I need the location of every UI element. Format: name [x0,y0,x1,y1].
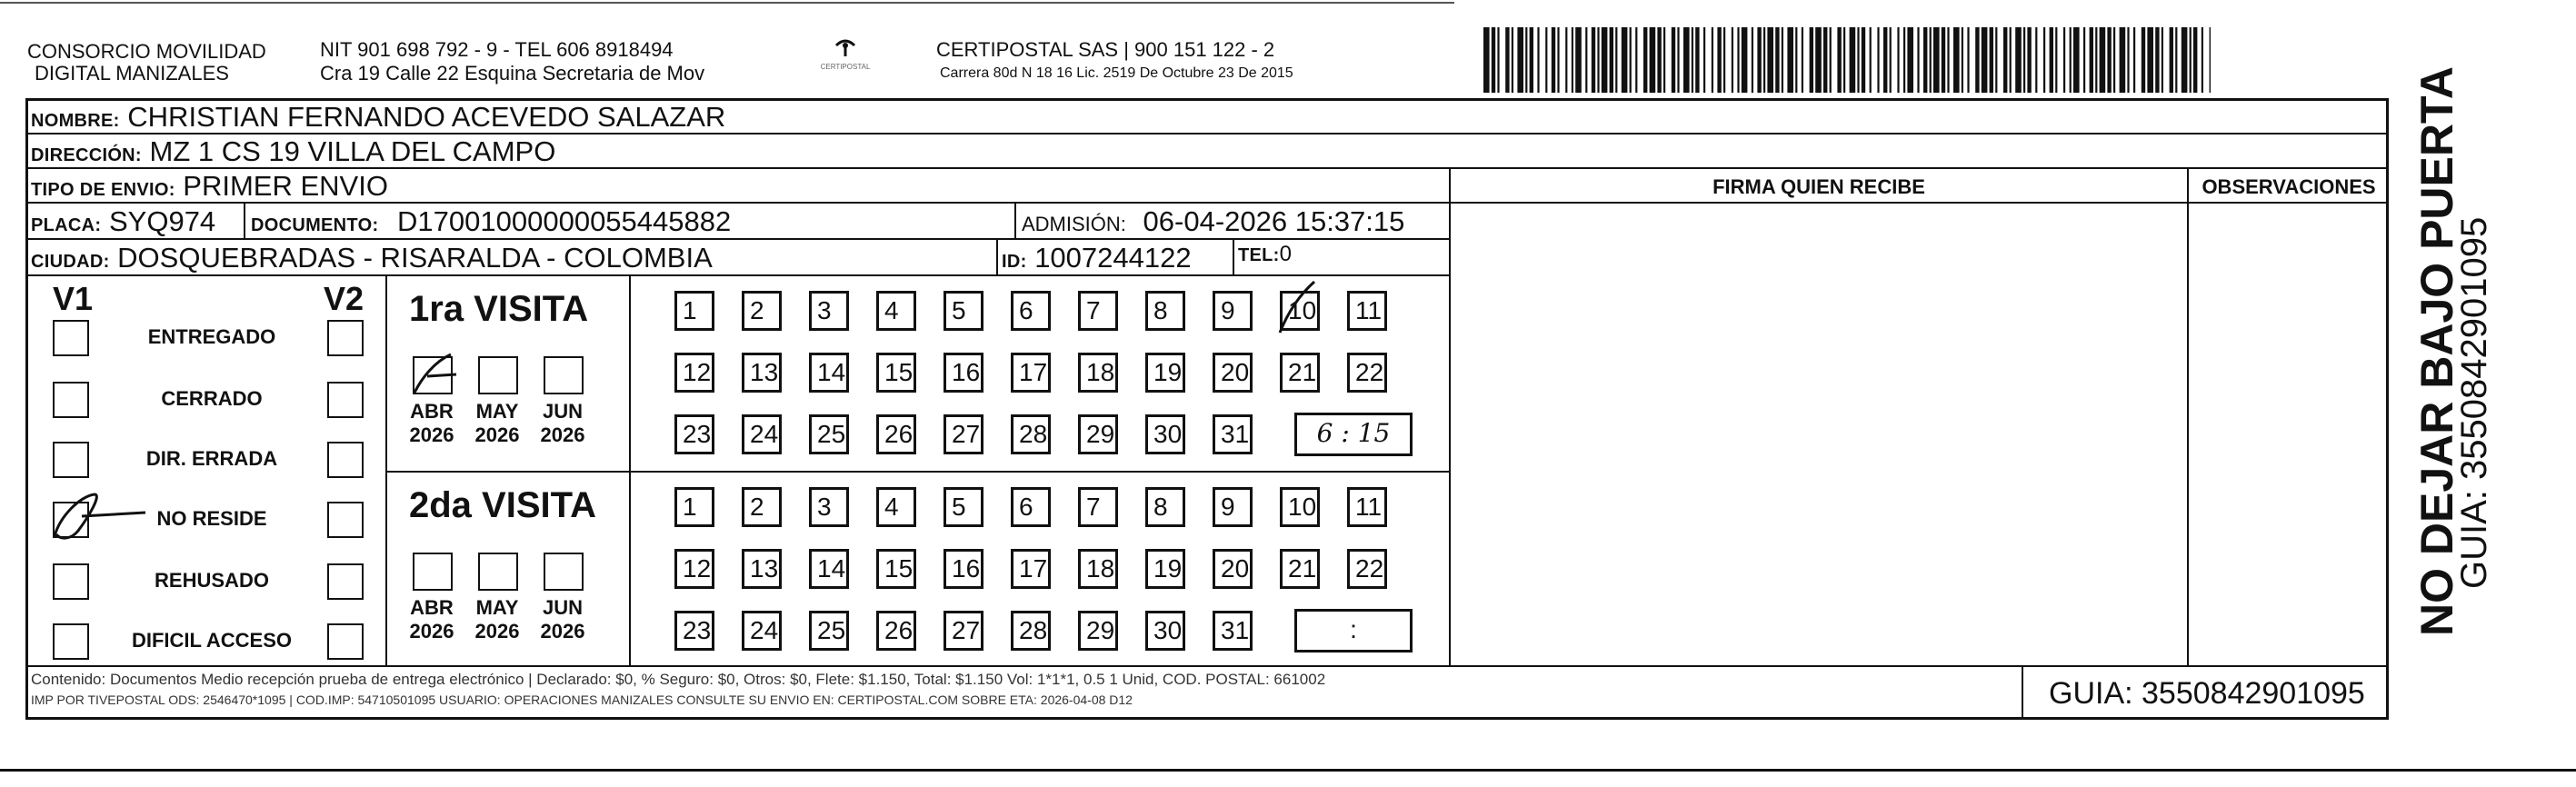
day-box[interactable]: 19 [1145,353,1185,393]
observaciones-label: OBSERVACIONES [2202,175,2376,198]
barcode-bar [1782,27,1783,93]
month-checkbox[interactable] [544,356,584,394]
barcode-bar [1767,27,1773,93]
ciudad-label: CIUDAD: [31,252,110,272]
month-name: ABR [410,400,454,423]
day-box[interactable]: 18 [1078,353,1118,393]
barcode-bar [1565,27,1567,93]
panel-divider [2187,167,2189,665]
day-box[interactable]: 9 [1213,487,1253,527]
visit-title: 2da VISITA [409,485,596,525]
day-box[interactable]: 18 [1078,549,1118,589]
month-year: 2026 [409,423,454,446]
direccion-label: DIRECCIÓN: [31,145,142,165]
nit-line: NIT 901 698 792 - 9 - TEL 606 8918494 [320,38,674,61]
barcode-bar [1692,27,1693,93]
day-box[interactable]: 22 [1347,353,1387,393]
barcode-bar [1775,27,1779,93]
barcode-bar [1982,27,1988,93]
barcode-bar [2027,27,2031,93]
month-label [402,400,462,447]
nombre-label: NOMBRE: [31,111,120,131]
col-divider [629,274,631,665]
barcode-bar [1483,27,1490,93]
barcode [1483,27,2211,93]
day-box[interactable]: 26 [876,611,916,651]
barcode-bar [2055,27,2057,93]
day-box[interactable]: 14 [809,549,849,589]
barcode-bar [1575,27,1582,93]
barcode-bar [2010,27,2012,93]
month-name: MAY [475,596,519,619]
v1-checkbox[interactable] [53,563,89,600]
day-box[interactable]: 4 [876,487,916,527]
month-label [402,596,462,643]
day-box[interactable]: 1 [674,291,714,331]
barcode-bar [1622,27,1628,93]
side-guia: GUIA: 3550842901095 [2454,216,2494,589]
admision-label: ADMISIÓN: [1022,213,1126,235]
barcode-bar [2070,27,2072,93]
v2-checkbox[interactable] [327,502,364,538]
barcode-bar [2043,27,2045,93]
certipostal-logo [814,38,877,78]
courier-line1: CERTIPOSTAL SAS | 900 151 122 - 2 [936,38,1275,61]
barcode-bar [1663,27,1665,93]
v1-checkbox[interactable] [53,320,89,356]
tipo-envio-row [31,170,388,203]
documento-cell [251,205,731,238]
barcode-bar [1857,27,1859,93]
barcode-bar [2003,27,2007,93]
barcode-bar [1843,27,1845,93]
barcode-bar [1712,27,1713,93]
barcode-bar [2073,27,2080,93]
month-label [467,596,527,643]
month-label [467,400,527,447]
barcode-bar [2015,27,2022,93]
barcode-bar [1530,27,1533,93]
barcode-bar [2190,27,2192,93]
barcode-bar [1597,27,1599,93]
day-box[interactable]: 6 [1011,291,1051,331]
tel-cell [1238,242,1292,267]
barcode-bar [1723,27,1725,93]
barcode-bar [2202,27,2203,93]
barcode-bar [1837,27,1841,93]
barcode-bar [1757,27,1761,93]
barcode-bar [2023,27,2025,93]
bottom-rule [0,769,2576,772]
month-label [533,596,593,643]
day-box[interactable]: 7 [1078,291,1118,331]
day-box[interactable]: 12 [674,549,714,589]
day-box[interactable]: 29 [1078,611,1118,651]
month-checkbox[interactable] [413,553,453,591]
barcode-bar [1683,27,1690,93]
barcode-bar [1995,27,1997,93]
barcode-bar [1672,27,1675,93]
month-name: ABR [410,596,454,619]
tel-value: 0 [1279,242,1292,266]
nombre-value: CHRISTIAN FERNANDO ACEVEDO SALAZAR [127,101,726,133]
barcode-bar [1962,27,1963,93]
barcode-bar [1810,27,1813,93]
v1-label: V1 [53,280,94,317]
barcode-bar [1953,27,1960,93]
day-box[interactable]: 17 [1011,353,1051,393]
barcode-bar [2120,27,2126,93]
barcode-bar [1505,27,1509,93]
month-name: JUN [542,400,583,423]
observaciones-area[interactable] [2191,205,2385,663]
status-option-label: ENTREGADO [147,325,276,348]
barcode-bar [1815,27,1822,93]
placa-cell [31,205,215,238]
nombre-row [31,101,725,134]
v2-checkbox[interactable] [327,382,364,418]
tel-label: TEL: [1238,245,1280,265]
barcode-bar [1802,27,1803,93]
barcode-bar [1592,27,1595,93]
day-box[interactable]: 16 [944,353,983,393]
barcode-bar [1557,27,1559,93]
admision-value: 06-04-2026 15:37:15 [1143,205,1405,237]
day-box[interactable]: 5 [944,291,983,331]
barcode-bar [1512,27,1513,93]
v2-checkbox[interactable] [327,563,364,600]
status-option-label: DIR. ERRADA [145,447,278,470]
barcode-bar [2162,27,2163,93]
month-name: JUN [542,596,583,619]
top-edge-line [0,2,1454,4]
barcode-bar [1703,27,1705,93]
day-box[interactable]: 3 [809,291,849,331]
row-divider [27,274,1449,276]
day-box[interactable]: 11 [1347,291,1387,331]
handwritten-check-mark [44,489,162,543]
barcode-bar [1732,27,1733,93]
month-checkbox[interactable] [544,553,584,591]
visit-title: 1ra VISITA [409,289,589,329]
id-value: 1007244122 [1034,242,1192,274]
barcode-bar [1830,27,1832,93]
barcode-bar [1897,27,1899,93]
barcode-bar [1917,27,1919,93]
day-box[interactable]: 21 [1280,353,1320,393]
barcode-bar [1602,27,1608,93]
ciudad-cell [31,242,713,274]
barcode-bar [1742,27,1748,93]
barcode-bar [1930,27,1932,93]
day-box[interactable]: 14 [809,353,849,393]
day-box[interactable]: 1 [674,487,714,527]
footer-line1: Contenido: Documentos Medio recepción prueba de entrega electrónico | Declarado: $0, % Seguro: $0, Otros: $0, Flete: $1.150, Total: $1.150 Vol: 1*1*1, 0.5 1 Unid, COD. POSTAL: 661002 [31,671,1326,688]
id-cell [1002,242,1192,274]
row-divider [1451,202,2387,204]
no-dejar-bajo-puerta: NO DEJAR BAJO PUERTA [2411,66,2462,636]
barcode-bar [1737,27,1739,93]
barcode-bar [2147,27,2153,93]
barcode-bar [1975,27,1979,93]
month-year: 2026 [540,423,585,446]
barcode-bar [1525,27,1527,93]
col-divider [996,238,998,274]
day-box[interactable]: 5 [944,487,983,527]
barcode-bar [2155,27,2159,93]
firma-label: FIRMA QUIEN RECIBE [1712,175,1925,198]
barcode-bar [2170,27,2173,93]
day-box[interactable]: 8 [1145,291,1185,331]
day-box[interactable]: 20 [1213,549,1253,589]
company-name-line2: DIGITAL MANIZALES [35,62,229,85]
day-box[interactable]: 13 [742,353,782,393]
day-box[interactable]: 13 [742,549,782,589]
v2-label: V2 [324,280,364,317]
day-box[interactable]: 24 [742,414,782,454]
barcode-bar [1883,27,1887,93]
status-option-label: DIFICIL ACCESO [131,629,292,652]
day-box[interactable]: 24 [742,611,782,651]
day-box[interactable]: 10 [1280,487,1320,527]
barcode-bar [1933,27,1940,93]
day-box[interactable]: 29 [1078,414,1118,454]
barcode-bar [2063,27,2065,93]
visit-divider [387,471,1449,473]
documento-label: DOCUMENTO: [251,215,379,235]
day-box[interactable]: 23 [674,414,714,454]
panel-divider [1449,167,1451,665]
col-divider [385,274,387,665]
barcode-bar [1850,27,1856,93]
day-box[interactable]: 27 [944,414,983,454]
month-year: 2026 [540,620,585,643]
barcode-bar [1635,27,1637,93]
barcode-bar [1967,27,1969,93]
barcode-bar [1630,27,1632,93]
visit-time-field[interactable]: 6 : 15 [1294,413,1413,456]
barcode-bar [2100,27,2106,93]
col-divider [1014,202,1016,238]
barcode-bar [1537,27,1539,93]
barcode-bar [2127,27,2129,93]
barcode-bar [2210,27,2211,93]
barcode-bar [1545,27,1547,93]
day-box[interactable]: 27 [944,611,983,651]
month-label [533,400,593,447]
footer-guia: GUIA: 3550842901095 [2049,676,2365,711]
admision-cell [1022,205,1404,238]
day-box[interactable]: 20 [1213,353,1253,393]
day-box[interactable]: 28 [1011,611,1051,651]
direccion-row [31,135,555,168]
tipo-envio-value: PRIMER ENVIO [183,170,388,202]
day-box[interactable]: 7 [1078,487,1118,527]
barcode-bar [2193,27,2197,93]
id-label: ID: [1002,252,1027,272]
signature-area[interactable] [1453,205,2185,663]
day-box[interactable]: 10 [1280,291,1320,331]
day-box[interactable]: 16 [944,549,983,589]
month-year: 2026 [474,620,520,643]
barcode-bar [1823,27,1827,93]
visit-time-field[interactable]: : [1294,609,1413,653]
day-box[interactable]: 31 [1213,414,1253,454]
barcode-bar [1942,27,1945,93]
day-box[interactable]: 17 [1011,549,1051,589]
barcode-bar [2095,27,2097,93]
barcode-bar [1907,27,1913,93]
courier-line2: Carrera 80d N 18 16 Lic. 2519 De Octubre 23 De 2015 [940,65,1293,81]
day-box[interactable]: 30 [1145,414,1185,454]
barcode-bar [2083,27,2085,93]
barcode-bar [1947,27,1949,93]
status-option-label: CERRADO [161,387,263,410]
barcode-bar [1870,27,1872,93]
month-checkbox[interactable] [478,553,518,591]
v1-checkbox[interactable] [53,442,89,478]
barcode-bar [1795,27,1797,93]
barcode-bar [1890,27,1892,93]
day-box[interactable]: 30 [1145,611,1185,651]
v1-checkbox[interactable] [53,382,89,418]
barcode-bar [1877,27,1879,93]
handwritten-strike-mark [1271,278,1325,336]
v2-checkbox[interactable] [327,442,364,478]
logo-caption: CERTIPOSTAL [820,63,871,71]
day-box[interactable]: 28 [1011,414,1051,454]
barcode-bar [1615,27,1617,93]
handwritten-check-mark [409,351,460,398]
day-box[interactable]: 15 [876,549,916,589]
barcode-bar [1492,27,1495,93]
barcode-bar [2133,27,2135,93]
day-box[interactable]: 11 [1347,487,1387,527]
ciudad-value: DOSQUEBRADAS - RISARALDA - COLOMBIA [117,242,713,274]
barcode-bar [1990,27,1993,93]
footer-line2: IMP POR TIVEPOSTAL ODS: 2546470*1095 | COD.IMP: 54710501095 USUARIO: OPERACIONES MANIZALES CONSULTE SU ENVIO EN: CERTIPOSTAL.COM SOBRE ETA: 2026-04-08 D12 [31,692,1133,707]
barcode-bar [2142,27,2145,93]
month-name: MAY [475,400,519,423]
address-line: Cra 19 Calle 22 Esquina Secretaria de Mov [320,62,705,85]
footer-divider [27,665,2387,667]
barcode-bar [1643,27,1647,93]
footer-col-divider [2022,665,2023,718]
company-name-line1: CONSORCIO MOVILIDAD [27,40,266,63]
day-box[interactable]: 4 [876,291,916,331]
barcode-bar [1552,27,1555,93]
barcode-bar [2182,27,2188,93]
barcode-bar [2035,27,2037,93]
certipostal-logo-icon [834,38,857,58]
barcode-bar [1717,27,1721,93]
barcode-bar [1650,27,1656,93]
barcode-bar [1903,27,1905,93]
barcode-bar [2050,27,2053,93]
barcode-bar [2113,27,2115,93]
day-box[interactable]: 19 [1145,549,1185,589]
day-box[interactable]: 2 [742,291,782,331]
day-box[interactable]: 31 [1213,611,1253,651]
barcode-bar [1787,27,1793,93]
day-box[interactable]: 6 [1011,487,1051,527]
v1-checkbox[interactable] [53,623,89,660]
status-option-label: NO RESIDE [156,507,267,530]
barcode-bar [1862,27,1865,93]
day-box[interactable]: 8 [1145,487,1185,527]
barcode-bar [1517,27,1523,93]
barcode-bar [2107,27,2111,93]
day-box[interactable]: 2 [742,487,782,527]
barcode-bar [1763,27,1765,93]
placa-label: PLACA: [31,215,102,235]
documento-value: D17001000000055445882 [397,205,732,237]
month-year: 2026 [474,423,520,446]
col-divider [1233,238,1234,274]
barcode-bar [1923,27,1927,93]
day-box[interactable]: 9 [1213,291,1253,331]
barcode-bar [1677,27,1679,93]
month-year: 2026 [409,620,454,643]
row-divider [27,238,1449,240]
barcode-bar [1572,27,1573,93]
barcode-bar [2175,27,2177,93]
col-divider [244,202,245,238]
barcode-bar [1695,27,1699,93]
day-box[interactable]: 23 [674,611,714,651]
day-box[interactable]: 21 [1280,549,1320,589]
month-checkbox[interactable] [478,356,518,394]
placa-value: SYQ974 [108,205,216,237]
barcode-bar [1585,27,1587,93]
day-box[interactable]: 26 [876,414,916,454]
barcode-bar [1752,27,1753,93]
day-box[interactable]: 25 [809,611,849,651]
day-box[interactable]: 22 [1347,549,1387,589]
day-box[interactable]: 15 [876,353,916,393]
day-box[interactable]: 3 [809,487,849,527]
v2-checkbox[interactable] [327,320,364,356]
day-box[interactable]: 25 [809,414,849,454]
direccion-value: MZ 1 CS 19 VILLA DEL CAMPO [149,135,556,167]
barcode-bar [1497,27,1499,93]
barcode-bar [1657,27,1661,93]
day-box[interactable]: 12 [674,353,714,393]
v2-checkbox[interactable] [327,623,364,660]
barcode-bar [2090,27,2093,93]
status-option-label: REHUSADO [155,569,269,592]
tipo-envio-label: TIPO DE ENVIO: [31,180,175,200]
barcode-bar [1610,27,1613,93]
